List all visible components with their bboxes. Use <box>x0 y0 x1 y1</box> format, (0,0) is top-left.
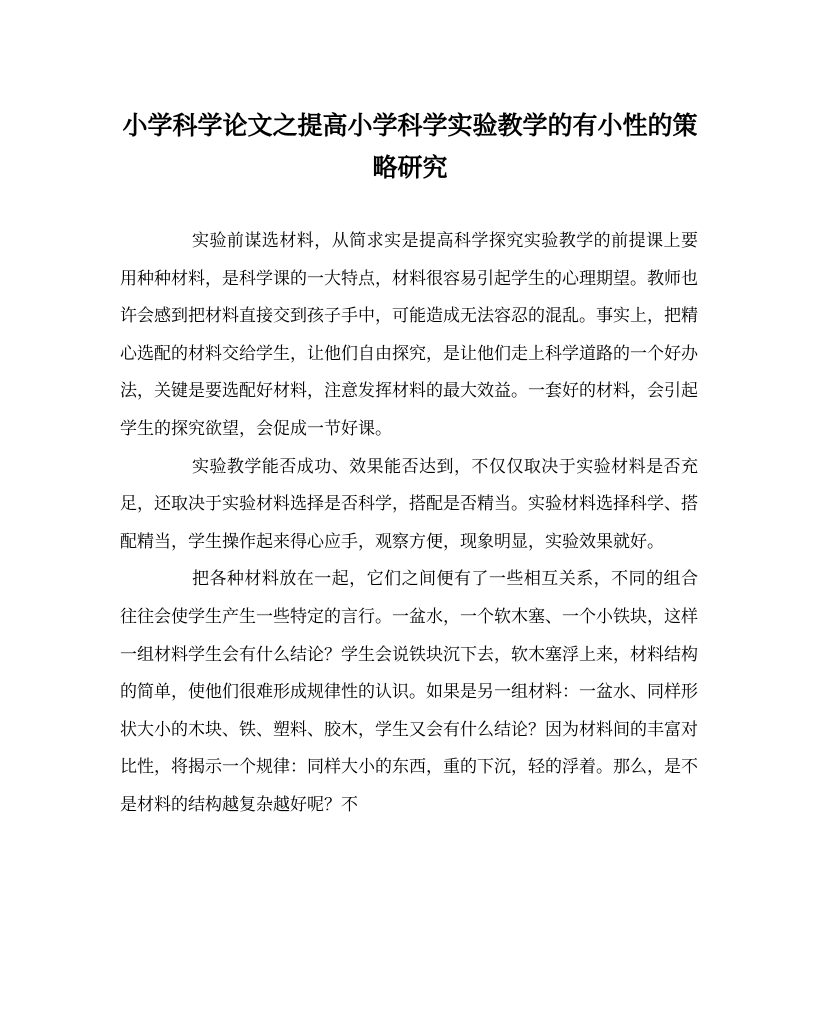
paragraph-3: 把各种材料放在一起，它们之间便有了一些相互关系，不同的组合往往会使学生产生一些特定的言行。一盆水，一个软木塞、一个小铁块，这样一组材料学生会有什么结论？学生会说铁块沉下去，软木塞浮上来，材料结构的简单，使他们很难形成规律性的认识。如果是另一组材料：一盆水、同样形状大小的木块、铁、塑料、胶木，学生又会有什么结论？因为材料间的丰富对比性，将揭示一个规律：同样大小的东西，重的下沉，轻的浮着。那么，是不是材料的结构越复杂越好呢？不 <box>120 569 698 815</box>
paragraph-2: 实验教学能否成功、效果能否达到，不仅仅取决于实验材料是否充足，还取决于实验材料选择是否科学，搭配是否精当。实验材料选择科学、搭配精当，学生操作起来得心应手，观察方便，现象明显，实验效果就好。 <box>120 456 698 552</box>
document-title: 小学科学论文之提高小学科学实验教学的有小性的策略研究 <box>122 111 698 182</box>
document-body <box>120 223 698 825</box>
paragraph-1: 实验前谋选材料，从简求实是提高科学探究实验教学的前提课上要用种种材料，是科学课的一大特点，材料很容易引起学生的心理期望。教师也许会感到把材料直接交到孩子手中，可能造成无法容忍的混乱。事实上，把精心选配的材料交给学生，让他们自由探究，是让他们走上科学道路的一个好办法，关键是要选配好材料，注意发挥材料的最大效益。一套好的材料，会引起学生的探究欲望，会促成一节好课。 <box>120 231 698 439</box>
